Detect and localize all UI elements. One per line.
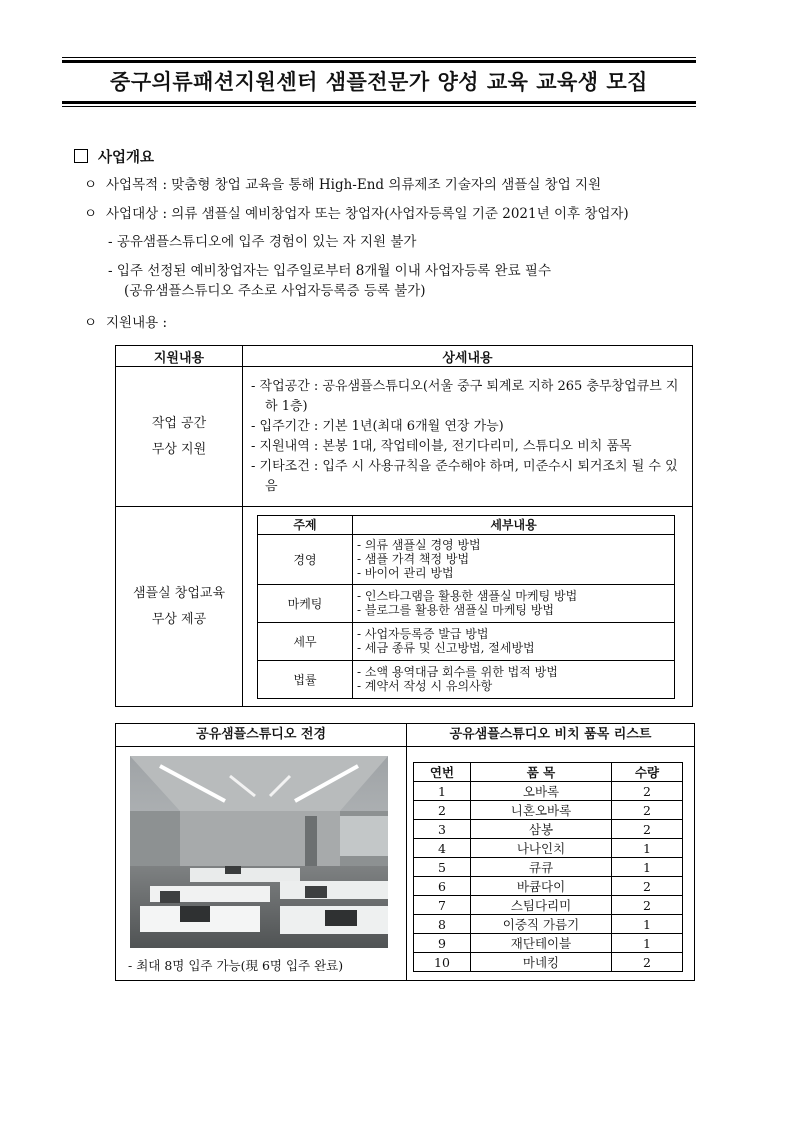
topic-detail-item: - 인스타그램을 활용한 샘플실 마케팅 방법 [357,589,578,603]
topic-detail-cell [353,584,675,622]
bullet-purpose [84,175,601,195]
item-qty: 1 [612,934,683,953]
item-name: 오바록 [471,782,612,801]
support-header-content: 지원내용 [116,346,243,367]
item-no: 1 [414,782,471,801]
topic-detail-item: - 블로그를 활용한 샘플실 마케팅 방법 [357,603,555,617]
bullet-target-sub2-cont: (공유샘플스튜디오 주소로 사업자등록증 등록 불가) [124,283,426,299]
topic-cell: 법률 [258,660,353,698]
item-no: 7 [414,896,471,915]
studio-items-table [413,762,683,972]
item-qty: 1 [612,858,683,877]
topic-detail-item: - 의류 샘플실 경영 방법 [357,538,481,552]
item-no: 6 [414,877,471,896]
item-qty: 2 [612,877,683,896]
topic-detail-item: - 세금 종류 및 신고방법, 절세방법 [357,641,535,655]
item-no: 9 [414,934,471,953]
item-qty: 2 [612,820,683,839]
table-row [414,782,683,801]
bullet-mark: ㅇ [84,315,98,331]
studio-caption: - 최대 8명 입주 가능(現 6명 입주 완료) [128,958,344,973]
studio-divider [406,724,407,980]
item-name: 바큠다이 [471,877,612,896]
topic-detail-header: 세부내용 [353,515,675,534]
topic-cell: 경영 [258,534,353,584]
education-topic-table [257,515,675,699]
topic-cell: 세무 [258,622,353,660]
checkbox-square-icon [74,149,88,163]
bullet-mark: ㅇ [84,206,98,222]
bullet-support [84,313,167,333]
item-no: 4 [414,839,471,858]
topic-detail-item: - 바이어 관리 방법 [357,566,454,580]
row-workspace-details [243,367,693,507]
list-header-name: 품 목 [471,763,612,782]
item-name: 이중직 가름기 [471,915,612,934]
row-education-label-line2: 무상 제공 [151,611,207,627]
item-no: 8 [414,915,471,934]
detail-item: - 기타조건 : 입주 시 사용규칙을 준수해야 하며, 미준수시 퇴거조치 될 수 있음 [251,458,678,494]
item-name: 니혼오바록 [471,801,612,820]
section-heading-text: 사업개요 [98,150,155,166]
item-name: 삼봉 [471,820,612,839]
list-header-qty: 수량 [612,763,683,782]
item-no: 10 [414,953,471,972]
detail-item: - 입주기간 : 기본 1년(최대 6개월 연장 가능) [251,418,504,434]
detail-item: - 지원내역 : 본봉 1대, 작업테이블, 전기다리미, 스튜디오 비치 품목 [251,438,632,454]
topic-detail-cell [353,660,675,698]
table-row [414,820,683,839]
topic-header: 주제 [258,515,353,534]
bullet-target [84,204,629,224]
bullet-support-text: 지원내용 : [106,315,168,331]
topic-detail-item: - 사업자등록증 발급 방법 [357,627,489,641]
item-qty: 2 [612,953,683,972]
table-row [414,877,683,896]
support-table [115,345,693,707]
bullet-target-sub1: - 공유샘플스튜디오에 입주 경험이 있는 자 지원 불가 [108,234,417,250]
table-row [414,953,683,972]
item-qty: 2 [612,801,683,820]
support-header-detail: 상세내용 [243,346,693,367]
item-qty: 1 [612,915,683,934]
row-workspace-label-line2: 무상 지원 [151,441,207,457]
studio-section [115,723,695,981]
table-row [414,934,683,953]
item-qty: 2 [612,782,683,801]
item-name: 재단테이블 [471,934,612,953]
topic-detail-item: - 소액 용역대금 회수를 위한 법적 방법 [357,665,558,679]
title-bottom-rule-thin [62,106,696,107]
list-header-no: 연번 [414,763,471,782]
detail-item: - 작업공간 : 공유샘플스튜디오(서울 중구 퇴계로 지하 265 충무창업큐브 지하 1층) [251,378,679,414]
row-education-label [116,507,243,707]
row-education-label-line1: 샘플실 창업교육 [132,585,226,601]
studio-list-header: 공유샘플스튜디오 비치 품목 리스트 [407,724,694,747]
studio-photo [130,756,388,948]
item-qty: 1 [612,839,683,858]
item-name: 나나인치 [471,839,612,858]
bullet-purpose-text: 사업목적 : 맞춤형 창업 교육을 통해 High-End 의류제조 기술자의 샘플실 창업 지원 [106,177,602,193]
item-qty: 2 [612,896,683,915]
section-heading [74,146,154,167]
bullet-target-text: 사업대상 : 의류 샘플실 예비창업자 또는 창업자(사업자등록일 기준 2021년 이후 창업자) [106,206,629,222]
item-name: 스팀다리미 [471,896,612,915]
title-block [62,57,696,107]
topic-detail-cell [353,622,675,660]
table-row [414,801,683,820]
table-row [414,915,683,934]
table-row [414,896,683,915]
studio-photo-image [130,756,388,948]
topic-detail-item: - 샘플 가격 책정 방법 [357,552,470,566]
studio-photo-header: 공유샘플스튜디오 전경 [116,724,406,747]
item-no: 2 [414,801,471,820]
table-row [414,839,683,858]
page-title: 중구의류패션지원센터 샘플전문가 양성 교육 교육생 모집 [110,70,648,94]
item-name: 큐큐 [471,858,612,877]
item-no: 5 [414,858,471,877]
bullet-target-sub2: - 입주 선정된 예비창업자는 입주일로부터 8개월 이내 사업자등록 완료 필수 [108,263,552,279]
table-row [414,858,683,877]
row-education-details [243,507,693,707]
item-name: 마네킹 [471,953,612,972]
topic-detail-cell [353,534,675,584]
row-workspace-label-line1: 작업 공간 [151,415,207,431]
topic-detail-item: - 계약서 작성 시 유의사항 [357,679,493,693]
bullet-mark: ㅇ [84,177,98,193]
topic-cell: 마케팅 [258,584,353,622]
item-no: 3 [414,820,471,839]
row-workspace-label [116,367,243,507]
